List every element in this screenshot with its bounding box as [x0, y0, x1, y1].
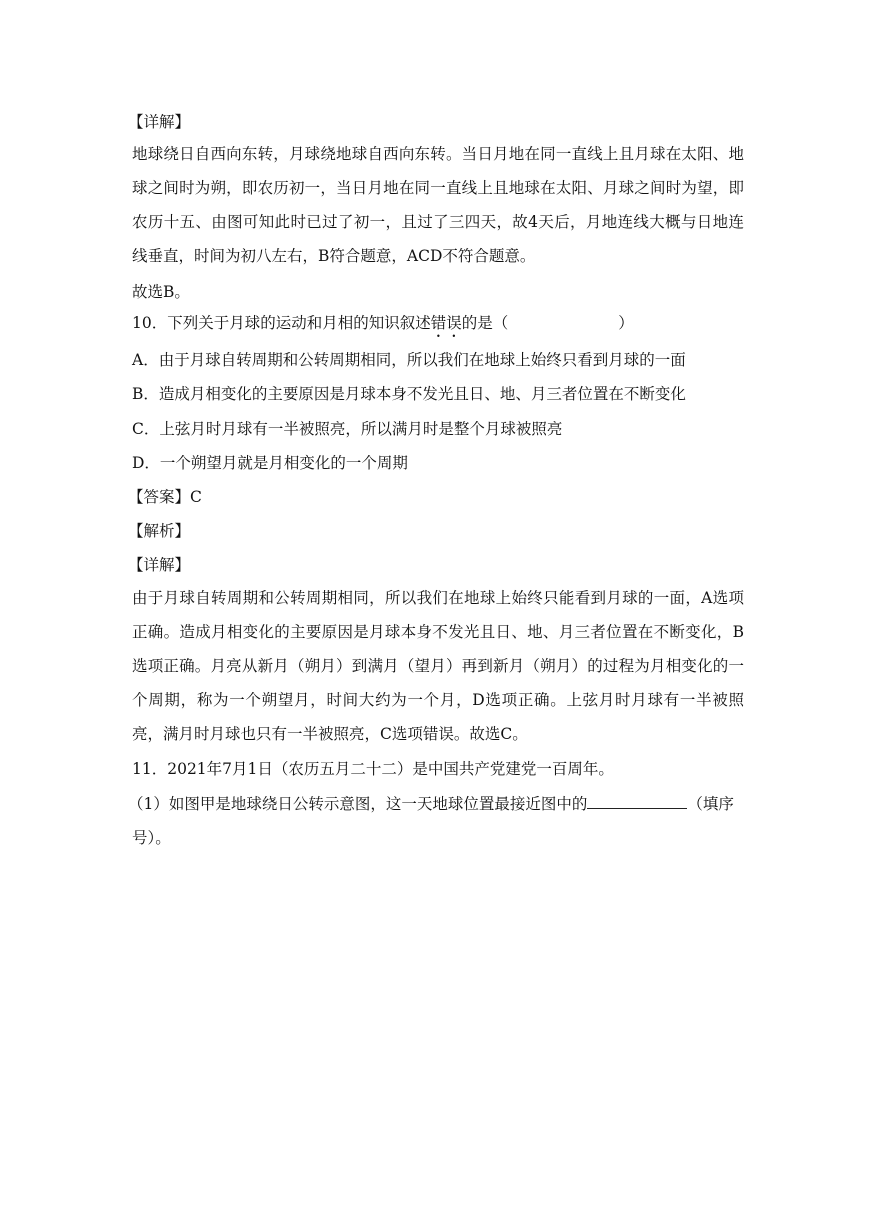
question-11-stem: 11．2021年7月1日（农历五月二十二）是中国共产党建党一百周年。 [132, 760, 614, 778]
q10-stem-before: 10．下列关于月球的运动和月相的知识叙述 [132, 314, 431, 332]
q11-answer-blank[interactable] [587, 794, 687, 809]
q10-detail-heading: 【详解】 [128, 556, 191, 574]
q10-analysis-heading: 【解析】 [128, 522, 191, 540]
q10-answer: 【答案】C [128, 488, 202, 506]
question-10-stem [132, 313, 752, 341]
q10-option-b: B．造成月相变化的主要原因是月球本身不发光且日、地、月三者位置在不断变化 [132, 385, 686, 403]
explanation-paragraph-1: 地球绕日自西向东转，月球绕地球自西向东转。当日月地在同一直线上且月球在太阳、地球之间时为朔，即农历初一，当日月地在同一直线上且地球在太阳、月球之间时为望，即农历十五、由图可知此时已过了初一，且过了三四天，故4天后，月地连线大概与日地连线垂直，时间为初八左右，B符合题意，ACD不符合题意。 [132, 145, 744, 265]
q10-stem-after: 的是（ [461, 314, 509, 332]
q10-stem-emphasis: 错误 [430, 314, 462, 332]
q11-sub1-before: （1）如图甲是地球绕日公转示意图，这一天地球位置最接近图中的 [128, 795, 588, 813]
q10-option-d: D．一个朔望月就是月相变化的一个周期 [132, 454, 408, 472]
q11-sub1-continuation: 号）。 [132, 829, 171, 847]
q10-explanation: 由于月球自转周期和公转周期相同，所以我们在地球上始终只能看到月球的一面，A选项正确。造成月相变化的主要原因是月球本身不发光且日、地、月三者位置在不断变化，B选项正确。月亮从新月（朔月）到满月（望月）再到新月（朔月）的过程为月相变化的一个周期，称为一个朔望月，时间大约为一个月，D选项正确。上弦月时月球有一半被照亮，满月时月球也只有一半被照亮，C选项错误。故选C。 [132, 589, 744, 743]
q11-subquestion-1 [128, 794, 748, 814]
conclusion-line: 故选B。 [132, 283, 190, 301]
q10-option-a: A．由于月球自转周期和公转周期相同，所以我们在地球上始终只看到月球的一面 [132, 351, 686, 369]
q10-stem-close: ） [618, 314, 634, 332]
q11-sub1-after: （填序 [687, 795, 734, 813]
detail-heading-1: 【详解】 [128, 113, 191, 131]
q10-option-c: C．上弦月时月球有一半被照亮，所以满月时是整个月球被照亮 [132, 420, 563, 438]
